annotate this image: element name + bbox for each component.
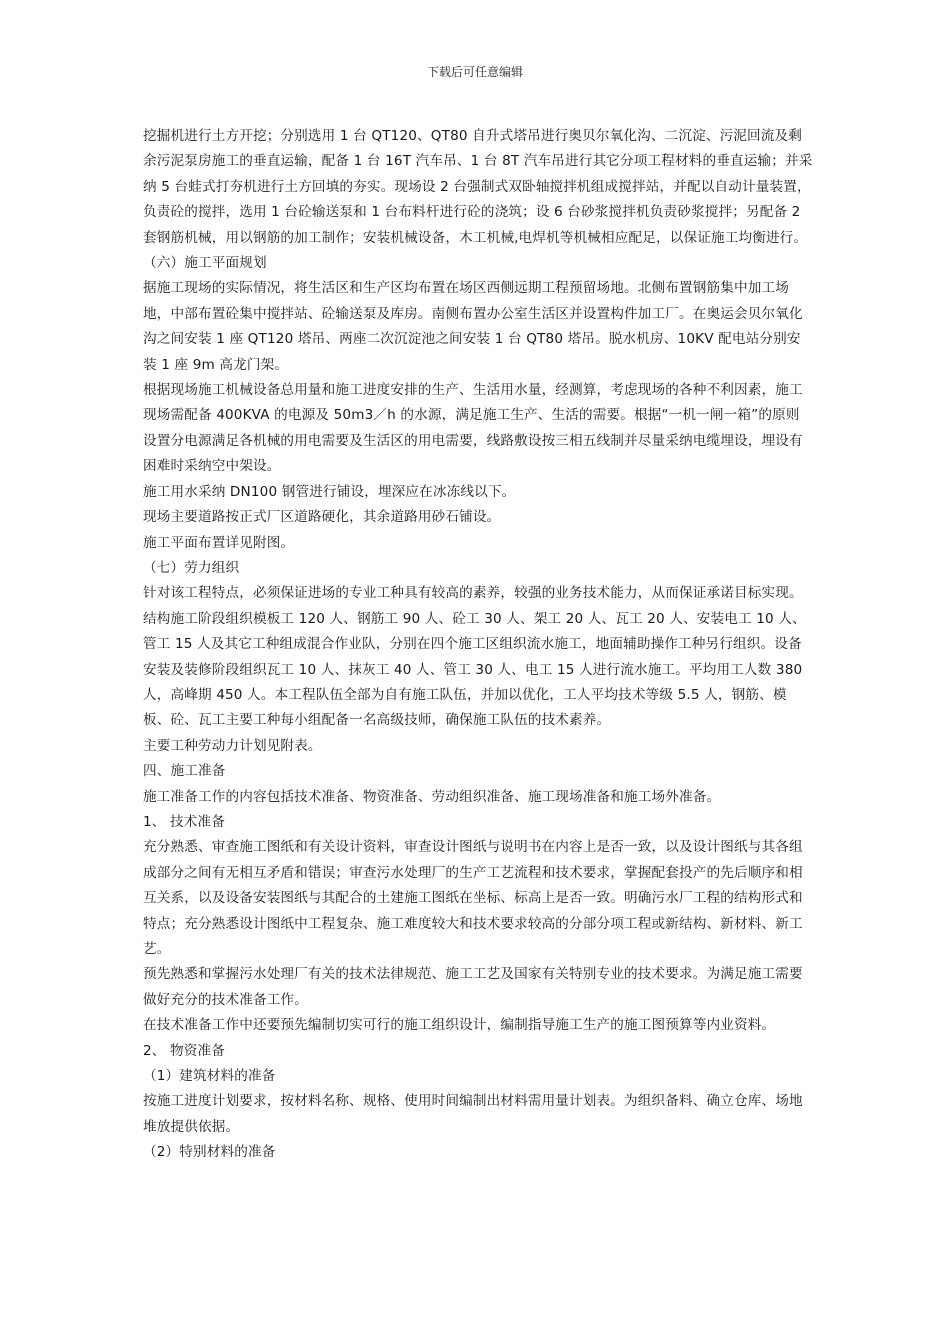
paragraph-power-water: 根据现场施工机械设备总用量和施工进度安排的生产、生活用水量，经测算，考虑现场的各种不利因素，施工现场需配备 400KVA 的电源及 50m3／h 的水源，满足施工生产、生活的需要。根据“一机一闸一箱”的原则设置分电源满足各机械的用电需要及生活区的用电需要，线路敷设按三相五线制并尽量采纳电缆埋设，埋设有困难时采纳空中架设。 — [143, 382, 803, 475]
heading-labor-organization: （七）劳力组织 — [143, 559, 240, 576]
document-body — [143, 124, 813, 1166]
paragraph-labor-plan-reference: 主要工种劳动力计划见附表。 — [143, 737, 322, 754]
paragraph-labor-numbers: 结构施工阶段组织模板工 120 人、钢筋工 90 人、砼工 30 人、架工 20 人、瓦工 20 人、安装电工 10 人、管工 15 人及其它工种组成混合作业队，分别在四个施工区组织流水施工，地面辅助操作工种另行组织。设备安装及装修阶段组织瓦工 10 人、抹灰工 40 人、管工 30 人、电工 15 人进行流水施工。平均用工人数 380 人，高峰期 450 人。本工程队伍全部为自有施工队伍，并加以优化，工人平均技术等级 5.5 人，钢筋、模板、砼、瓦工主要工种每小组配备一名高级技师，确保施工队伍的技术素养。 — [143, 610, 806, 729]
heading-material-preparation: 2、 物资准备 — [143, 1042, 225, 1059]
paragraph-layout-reference: 施工平面布置详见附图。 — [143, 534, 295, 551]
heading-special-materials: （2）特别材料的准备 — [143, 1144, 276, 1161]
paragraph-organization-design: 在技术准备工作中还要预先编制切实可行的施工组织设计，编制指导施工生产的施工图预算等内业资料。 — [143, 1017, 776, 1034]
heading-building-materials: （1）建筑材料的准备 — [143, 1068, 276, 1085]
paragraph-material-plan: 按施工进度计划要求，按材料名称、规格、使用时间编制出材料需用量计划表。为组织备料、确立仓库、场地堆放提供依据。 — [143, 1093, 803, 1135]
paragraph-regulations: 预先熟悉和掌握污水处理厂有关的技术法律规范、施工工艺及国家有关特别专业的技术要求。为满足施工需要做好充分的技术准备工作。 — [143, 966, 803, 1008]
heading-technical-preparation: 1、 技术准备 — [143, 813, 225, 830]
paragraph-equipment: 挖掘机进行土方开挖；分别选用 1 台 QT120、QT80 自升式塔吊进行奥贝尔氧化沟、二沉淀、污泥回流及剩余污泥泵房施工的垂直运输，配备 1 台 16T 汽车吊、1 台 8T 汽车吊进行其它分项工程材料的垂直运输；并采纳 5 台蛙式打夯机进行土方回填的夯实。现场设 2 台强制式双卧轴搅拌机组成搅拌站，并配以自动计量装置，负责砼的搅拌，选用 1 台砼输送泵和 1 台布料杆进行砼的浇筑；设 6 台砂浆搅拌机负责砂浆搅拌；另配备 2 套钢筋机械，用以钢筋的加工制作；安装机械设备，木工机械,电焊机等机械相应配足，以保证施工均衡进行。 — [143, 128, 813, 246]
paragraph-drawing-review: 充分熟悉、审查施工图纸和有关设计资料，审查设计图纸与说明书在内容上是否一致，以及设计图纸与其各组成部分之间有无相互矛盾和错误；审查污水处理厂的生产工艺流程和技术要求，掌握配套投产的先后顺序和相互关系，以及设备安装图纸与其配合的土建施工图纸在坐标、标高上是否一致。明确污水厂工程的结构形式和特点；充分熟悉设计图纸中工程复杂、施工难度较大和技术要求较高的分部分项工程或新结构、新材料、新工艺。 — [143, 839, 803, 957]
page-header: 下载后可任意编辑 — [426, 65, 523, 79]
paragraph-roads: 现场主要道路按正式厂区道路硬化，其余道路用砂石铺设。 — [143, 509, 501, 526]
paragraph-preparation-scope: 施工准备工作的内容包括技术准备、物资准备、劳动组织准备、施工现场准备和施工场外准备。 — [143, 788, 721, 805]
heading-site-layout: （六）施工平面规划 — [143, 255, 267, 272]
heading-construction-preparation: 四、施工准备 — [143, 763, 226, 780]
paragraph-site-layout: 据施工现场的实际情况，将生活区和生产区均布置在场区西侧远期工程预留场地。北侧布置钢筋集中加工场地，中部布置砼集中搅拌站、砼输送泵及库房。南侧布置办公室生活区并设置构件加工厂。在奥运会贝尔氧化沟之间安装 1 座 QT120 塔吊、两座二次沉淀池之间安装 1 台 QT80 塔吊。脱水机房、10KV 配电站分别安装 1 座 9m 高龙门架。 — [143, 280, 803, 373]
paragraph-labor-quality: 针对该工程特点，必须保证进场的专业工种具有较高的素养，较强的业务技术能力，从而保证承诺目标实现。 — [143, 585, 803, 602]
paragraph-water-pipe: 施工用水采纳 DN100 钢管进行铺设，埋深应在冰冻线以下。 — [143, 483, 516, 500]
